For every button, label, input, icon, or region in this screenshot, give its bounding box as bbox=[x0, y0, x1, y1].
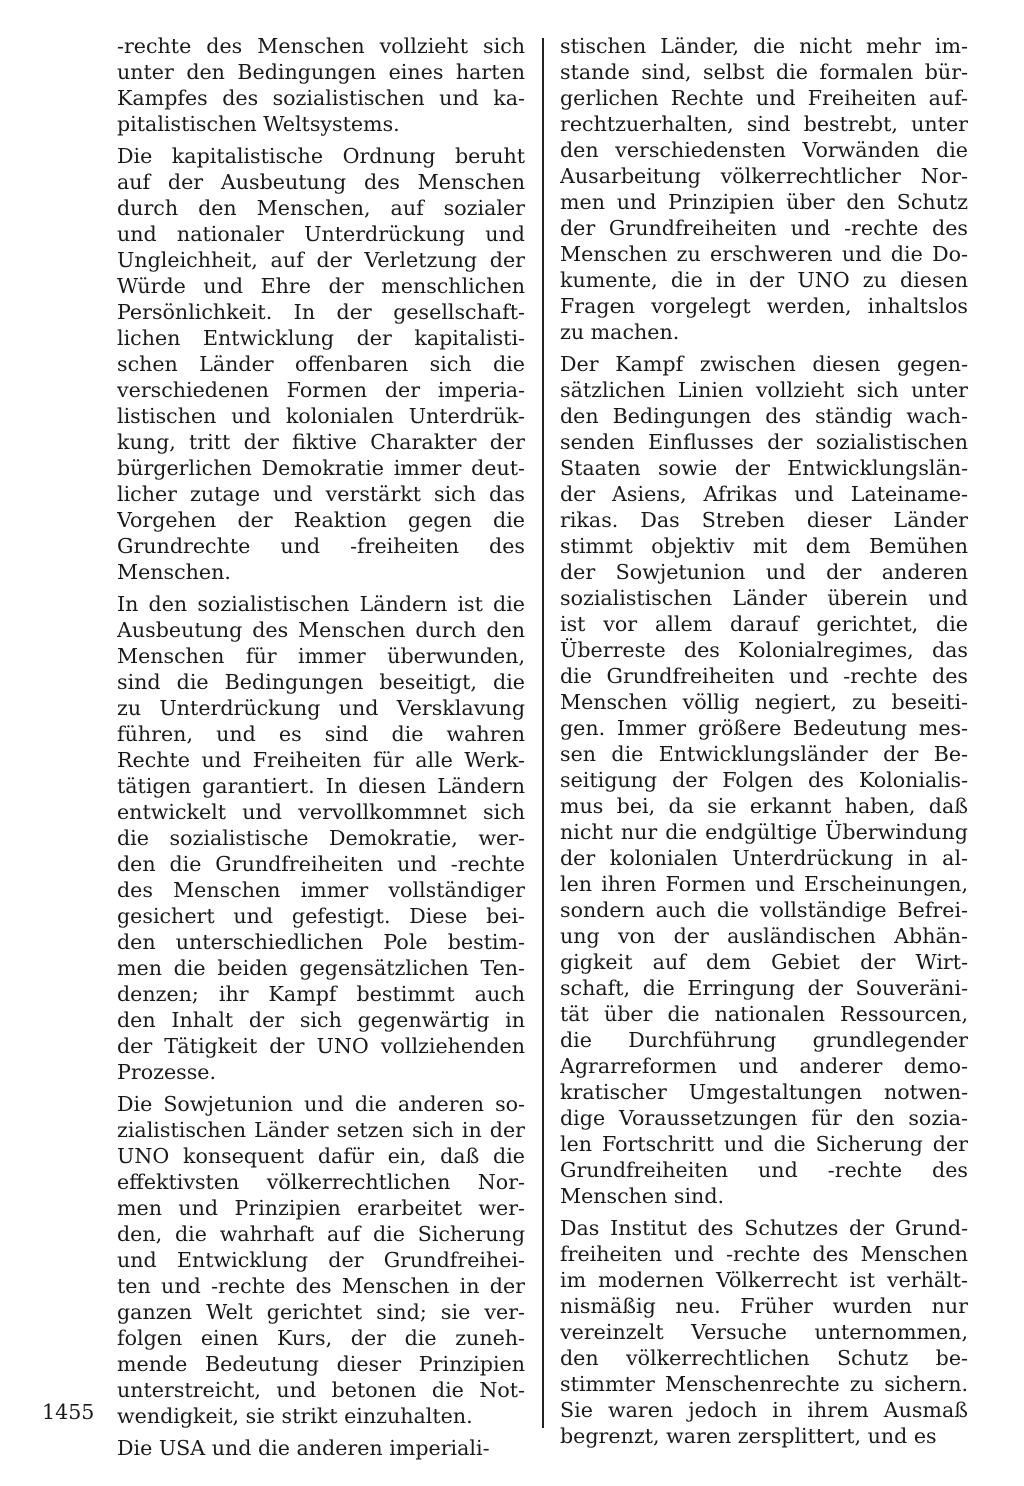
text-line: stimmt objektiv mit dem Bemühen bbox=[560, 534, 968, 558]
text-line: und Entwicklung der Grundfreihei- bbox=[117, 1248, 525, 1272]
text-line: der Tätigkeit der UNO vollziehenden bbox=[117, 1034, 525, 1058]
text-line: stischen Länder, die nicht mehr im- bbox=[560, 34, 968, 58]
text-line: den unterschiedlichen Pole bestim- bbox=[117, 930, 525, 954]
text-line: schaft, die Erringung der Souveräni- bbox=[560, 976, 968, 1000]
text-line: men und Prinzipien erarbeitet wer- bbox=[117, 1196, 525, 1220]
text-line: Fragen vorgelegt werden, inhaltslos bbox=[560, 294, 968, 318]
text-line: tät über die nationalen Ressourcen, bbox=[560, 1002, 968, 1026]
text-line: wendigkeit, sie strikt einzuhalten. bbox=[117, 1404, 473, 1428]
text-line: Grundrechte und -freiheiten des bbox=[117, 534, 525, 558]
text-line: Die kapitalistische Ordnung beruht bbox=[117, 144, 525, 168]
text-line: seitigung der Folgen des Kolonialis- bbox=[560, 768, 968, 792]
text-line: zu machen. bbox=[560, 320, 680, 344]
text-line: listischen und kolonialen Unterdrük- bbox=[117, 404, 525, 428]
paragraph bbox=[117, 1435, 525, 1461]
paragraph bbox=[117, 591, 525, 1085]
paragraph bbox=[560, 33, 968, 345]
text-line: Die USA und die anderen imperiali- bbox=[117, 1436, 490, 1460]
text-line: kratischer Umgestaltungen notwen- bbox=[560, 1080, 968, 1104]
text-line: Grundfreiheiten und -rechte des bbox=[560, 1158, 968, 1182]
text-line: Rechte und Freiheiten für alle Werk- bbox=[117, 748, 525, 772]
text-line: unter den Bedingungen eines harten bbox=[117, 60, 525, 84]
paragraph bbox=[560, 351, 968, 1209]
text-line: sen die Entwicklungsländer der Be- bbox=[560, 742, 968, 766]
text-line: die Grundfreiheiten und -rechte des bbox=[560, 664, 968, 688]
right-text-column bbox=[560, 33, 968, 1455]
text-line: nicht nur die endgültige Überwindung bbox=[560, 820, 968, 844]
text-line: zialistischen Länder setzen sich in der bbox=[117, 1118, 525, 1142]
page-number: 1455 bbox=[42, 1400, 95, 1424]
text-line: der Sowjetunion und der anderen bbox=[560, 560, 968, 584]
text-line: kumente, die in der UNO zu diesen bbox=[560, 268, 968, 292]
text-line: men die beiden gegensätzlichen Ten- bbox=[117, 956, 525, 980]
text-line: rikas. Das Streben dieser Länder bbox=[560, 508, 968, 532]
text-line: Sie waren jedoch in ihrem Ausmaß bbox=[560, 1398, 968, 1422]
text-line: tätigen garantiert. In diesen Ländern bbox=[117, 774, 525, 798]
text-line: Das Institut des Schutzes der Grund- bbox=[560, 1216, 968, 1240]
text-line: Persönlichkeit. In der gesellschaft- bbox=[117, 300, 525, 324]
text-line: pitalistischen Weltsystems. bbox=[117, 112, 400, 136]
text-line: vereinzelt Versuche unternommen, bbox=[560, 1320, 968, 1344]
text-line: gerlichen Rechte und Freiheiten auf- bbox=[560, 86, 968, 110]
text-line: mus bei, da sie erkannt haben, daß bbox=[560, 794, 968, 818]
text-line: men und Prinzipien über den Schutz bbox=[560, 190, 968, 214]
text-line: durch den Menschen, auf sozialer bbox=[117, 196, 525, 220]
paragraph bbox=[117, 143, 525, 585]
text-line: bürgerlichen Demokratie immer deut- bbox=[117, 456, 525, 480]
text-line: ten und -rechte des Menschen in der bbox=[117, 1274, 525, 1298]
paragraph bbox=[117, 33, 525, 137]
text-line: -rechte des Menschen vollzieht sich bbox=[117, 34, 525, 58]
text-line: Prozesse. bbox=[117, 1060, 217, 1084]
text-line: senden Einflusses der sozialistischen bbox=[560, 430, 968, 454]
text-line: dige Voraussetzungen für den sozia- bbox=[560, 1106, 968, 1130]
text-line: verschiedenen Formen der imperia- bbox=[117, 378, 525, 402]
text-line: stimmter Menschenrechte zu sichern. bbox=[560, 1372, 968, 1396]
text-line: und nationaler Unterdrückung und bbox=[117, 222, 525, 246]
text-line: Menschen völlig negiert, zu beseiti- bbox=[560, 690, 968, 714]
text-line: Menschen sind. bbox=[560, 1184, 725, 1208]
text-line: führen, und es sind die wahren bbox=[117, 722, 525, 746]
text-line: Würde und Ehre der menschlichen bbox=[117, 274, 525, 298]
text-line: mende Bedeutung dieser Prinzipien bbox=[117, 1352, 525, 1376]
paragraph bbox=[560, 1215, 968, 1449]
text-line: die sozialistische Demokratie, wer- bbox=[117, 826, 525, 850]
text-line: den die Grundfreiheiten und -rechte bbox=[117, 852, 525, 876]
text-line: im modernen Völkerrecht ist verhält- bbox=[560, 1268, 968, 1292]
text-line: gen. Immer größere Bedeutung mes- bbox=[560, 716, 968, 740]
text-line: sondern auch die vollständige Befrei- bbox=[560, 898, 968, 922]
text-line: die Durchführung grundlegender bbox=[560, 1028, 968, 1052]
text-line: Staaten sowie der Entwicklungslän- bbox=[560, 456, 968, 480]
text-line: denzen; ihr Kampf bestimmt auch bbox=[117, 982, 525, 1006]
text-line: ganzen Welt gerichtet sind; sie ver- bbox=[117, 1300, 525, 1324]
text-line: entwickelt und vervollkommnet sich bbox=[117, 800, 525, 824]
text-line: sozialistischen Länder überein und bbox=[560, 586, 968, 610]
text-line: Der Kampf zwischen diesen gegen- bbox=[560, 352, 968, 376]
left-text-column bbox=[117, 33, 525, 1467]
text-line: nismäßig neu. Früher wurden nur bbox=[560, 1294, 968, 1318]
text-line: Agrarreformen und anderer demo- bbox=[560, 1054, 968, 1078]
text-line: len Fortschritt und die Sicherung der bbox=[560, 1132, 968, 1156]
text-line: Menschen für immer überwunden, bbox=[117, 644, 525, 668]
text-line: Ausbeutung des Menschen durch den bbox=[117, 618, 525, 642]
text-line: gigkeit auf dem Gebiet der Wirt- bbox=[560, 950, 968, 974]
paragraph bbox=[117, 1091, 525, 1429]
text-line: den, die wahrhaft auf die Sicherung bbox=[117, 1222, 525, 1246]
text-line: der Grundfreiheiten und -rechte des bbox=[560, 216, 968, 240]
text-line: folgen einen Kurs, der die zuneh- bbox=[117, 1326, 525, 1350]
text-line: kung, tritt der fiktive Charakter der bbox=[117, 430, 525, 454]
text-line: den Inhalt der sich gegenwärtig in bbox=[117, 1008, 525, 1032]
text-line: auf der Ausbeutung des Menschen bbox=[117, 170, 525, 194]
text-line: den Bedingungen des ständig wach- bbox=[560, 404, 968, 428]
text-line: der Asiens, Afrikas und Lateiname- bbox=[560, 482, 968, 506]
text-line: unterstreicht, und betonen die Not- bbox=[117, 1378, 525, 1402]
text-line: ist vor allem darauf gerichtet, die bbox=[560, 612, 968, 636]
text-line: begrenzt, waren zersplittert, und es bbox=[560, 1424, 937, 1448]
column-divider bbox=[542, 38, 544, 1428]
text-line: lichen Entwicklung der kapitalisti- bbox=[117, 326, 525, 350]
text-line: sind die Bedingungen beseitigt, die bbox=[117, 670, 525, 694]
text-line: len ihren Formen und Erscheinungen, bbox=[560, 872, 968, 896]
text-line: licher zutage und verstärkt sich das bbox=[117, 482, 525, 506]
text-line: den verschiedensten Vorwänden die bbox=[560, 138, 968, 162]
text-line: Vorgehen der Reaktion gegen die bbox=[117, 508, 525, 532]
text-line: UNO konsequent dafür ein, daß die bbox=[117, 1144, 525, 1168]
text-line: stande sind, selbst die formalen bür- bbox=[560, 60, 968, 84]
text-line: ung von der ausländischen Abhän- bbox=[560, 924, 968, 948]
text-line: Ungleichheit, auf der Verletzung der bbox=[117, 248, 525, 272]
text-line: rechtzuerhalten, sind bestrebt, unter bbox=[560, 112, 968, 136]
text-line: Menschen. bbox=[117, 560, 231, 584]
text-line: zu Unterdrückung und Versklavung bbox=[117, 696, 525, 720]
text-line: sätzlichen Linien vollzieht sich unter bbox=[560, 378, 968, 402]
text-line: des Menschen immer vollständiger bbox=[117, 878, 525, 902]
text-line: Die Sowjetunion und die anderen so- bbox=[117, 1092, 525, 1116]
text-line: In den sozialistischen Ländern ist die bbox=[117, 592, 525, 616]
text-line: Kampfes des sozialistischen und ka- bbox=[117, 86, 525, 110]
text-line: gesichert und gefestigt. Diese bei- bbox=[117, 904, 525, 928]
text-line: freiheiten und -rechte des Menschen bbox=[560, 1242, 968, 1266]
text-line: Menschen zu erschweren und die Do- bbox=[560, 242, 968, 266]
text-line: schen Länder offenbaren sich die bbox=[117, 352, 525, 376]
text-line: Ausarbeitung völkerrechtlicher Nor- bbox=[560, 164, 968, 188]
text-line: Überreste des Kolonialregimes, das bbox=[560, 638, 968, 662]
text-line: der kolonialen Unterdrückung in al- bbox=[560, 846, 968, 870]
text-line: effektivsten völkerrechtlichen Nor- bbox=[117, 1170, 525, 1194]
text-line: den völkerrechtlichen Schutz be- bbox=[560, 1346, 968, 1370]
